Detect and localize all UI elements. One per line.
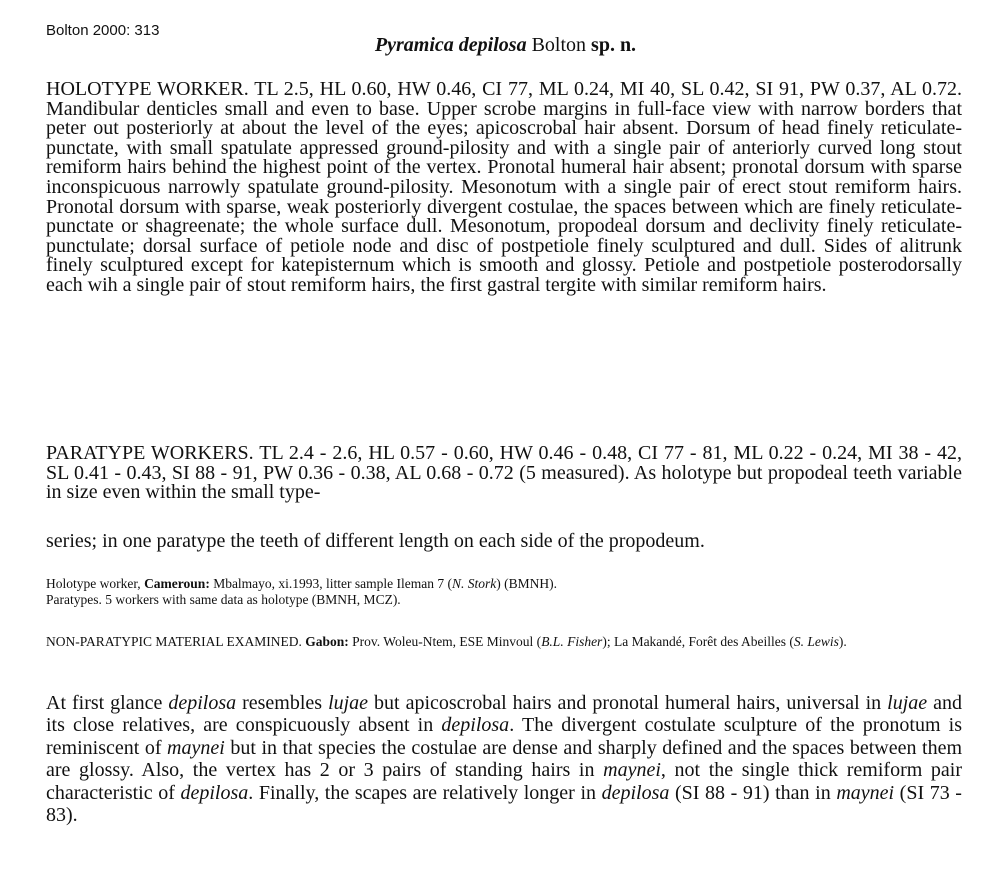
discussion-text: and its close relatives, are conspicuously absent in xyxy=(46,692,962,737)
non-paratypic-material xyxy=(46,634,962,650)
discussion-text: , not the single thick remiform pair characteristic of xyxy=(46,759,963,804)
discussion-text: (SI 88 - 91) than in xyxy=(669,781,837,804)
holotype-data-line xyxy=(46,576,962,592)
discussion-text: but in that species the costulae are dense and sharply defined and the spaces between them are glossy. Also, the vertex has 2 or 3 pairs of standing hairs in xyxy=(46,736,963,782)
type-material xyxy=(46,576,962,607)
paratype-description: PARATYPE WORKERS. TL 2.4 - 2.6, HL 0.57 - 0.60, HW 0.46 - 0.48, CI 77 - 81, ML 0.22 - 0.24, MI 38 - 42, SL 0.41 - 0.43, SI 88 - 91, PW 0.36 - 0.38, AL 0.68 - 0.72 (5 measured). As holotype but propodeal teeth variable in size even within the small type- xyxy=(46,442,962,504)
species-title xyxy=(0,34,991,57)
taxon-name: lujae xyxy=(887,692,928,714)
paratype-data-line: Paratypes. 5 workers with same data as holotype (BMNH, MCZ). xyxy=(46,591,401,607)
nonparatypic-locality-2: ); La Makandé, Forêt des Abeilles ( xyxy=(602,634,794,649)
discussion-text: . Finally, the scapes are relatively longer in xyxy=(248,781,602,804)
nonparatypic-locality-1: Prov. Woleu-Ntem, ESE Minvoul ( xyxy=(348,634,542,649)
holotype-description: HOLOTYPE WORKER. TL 2.5, HL 0.60, HW 0.46, CI 77, ML 0.24, MI 40, SL 0.42, SI 91, PW 0.37, AL 0.72. Mandibular denticles small and even to base. Upper scrobe margins in full-face view with narrow borders that peter out posteriorly at about the level of the eyes; apicoscrobal hair absent. Dorsum of head finely reticulate-punctate, with small spatulate appressed ground-pilosity and with a single pair of anteriorly curved long stout remiform hairs behind the highest point of the vertex. Pronotal humeral hair absent; pronotal dorsum with sparse inconspicuous narrowly spatulate ground-pilosity. Mesonotum with a single pair of erect stout remiform hairs. Pronotal dorsum with sparse, weak posteriorly divergent costulae, the spaces between which are finely reticulate-punctate or shagreenate; the whole surface dull. Mesonotum, propodeal dorsum and declivity finely reticulate-punctulate; dorsal surface of petiole node and disc of postpetiole finely sculptured and dull. Sides of alitrunk finely sculptured except for katepisternum which is smooth and glossy. Petiole and postpetiole posterodorsally each wih a single pair of stout remiform hairs, the first gastral tergite with similar remiform hairs. xyxy=(46,78,962,296)
citation: Bolton 2000: 313 xyxy=(46,22,160,39)
title-author: Bolton xyxy=(531,34,587,56)
taxon-name: maynei xyxy=(603,759,661,782)
discussion-text: but apicoscrobal hairs and pronotal humeral hairs, universal in xyxy=(368,692,888,714)
taxon-name: depilosa xyxy=(168,692,237,714)
holotype-depository: ) (BMNH). xyxy=(496,576,558,591)
title-suffix: sp. n. xyxy=(591,34,637,56)
discussion-text: (SI 73 - 83). xyxy=(46,781,962,827)
taxon-name: lujae xyxy=(328,692,369,714)
taxon-name: depilosa xyxy=(441,714,510,737)
holotype-country: Cameroun: xyxy=(144,576,210,591)
title-species: depilosa xyxy=(458,34,527,56)
nonparatypic-collector-2: S. Lewis xyxy=(793,634,839,649)
title-genus: Pyramica xyxy=(374,34,454,56)
discussion-text: At first glance xyxy=(46,692,169,714)
paratype-description-continued: series; in one paratype the teeth of different length on each side of the propodeum. xyxy=(46,530,705,552)
taxon-name: maynei xyxy=(167,736,225,759)
nonparatypic-country: Gabon: xyxy=(305,634,349,649)
nonparatypic-heading: NON-PARATYPIC MATERIAL EXAMINED. xyxy=(46,634,302,649)
taxon-name: depilosa xyxy=(601,781,670,804)
nonparatypic-end: ). xyxy=(838,634,847,649)
holotype-label: Holotype worker, xyxy=(46,576,145,591)
holotype-locality: Mbalmayo, xi.1993, litter sample Ileman 7 ( xyxy=(209,576,453,591)
discussion-paragraph xyxy=(46,692,962,826)
discussion-text: . The divergent costulate sculpture of the pronotum is reminiscent of xyxy=(46,714,963,759)
holotype-collector: N. Stork xyxy=(452,576,497,591)
taxon-name: maynei xyxy=(836,781,895,804)
taxon-name: depilosa xyxy=(180,781,249,804)
discussion-text: resembles xyxy=(236,692,329,714)
nonparatypic-collector-1: B.L. Fisher xyxy=(541,634,603,649)
